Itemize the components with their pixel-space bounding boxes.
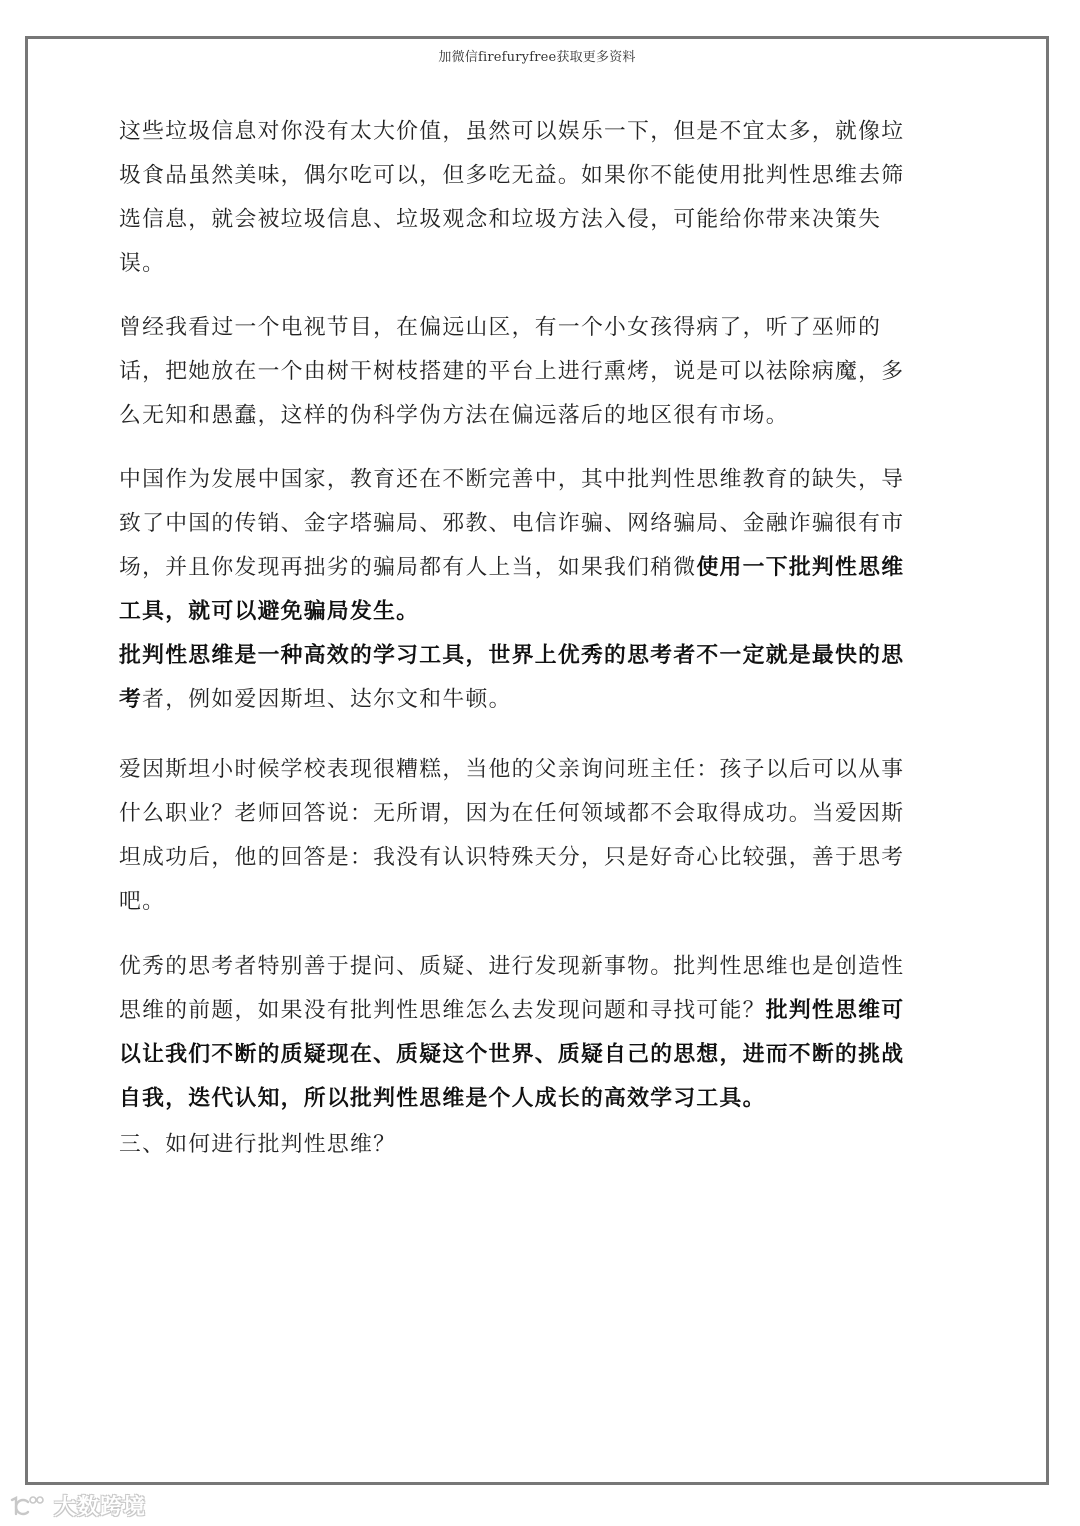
paragraph-2-line-3 [119, 401, 789, 431]
paragraph-3-line-3 [119, 553, 904, 583]
paragraph-1-line-4 [119, 249, 165, 279]
paragraph-3-line-2 [119, 509, 904, 539]
text-segment: 这些垃圾信息对你没有太大价值，虽然可以娱乐一下，但是不宜太多，就像垃 [119, 119, 905, 144]
bold-text-segment: 使用一下批判性思维 [696, 555, 905, 580]
paragraph-3-line-5 [119, 641, 904, 671]
paragraph-2-line-2 [119, 357, 904, 387]
paragraph-5-line-3 [119, 1040, 904, 1070]
text-segment: 优秀的思考者特别善于提问、质疑、进行发现新事物。批判性思维也是创造性 [119, 954, 905, 979]
text-segment: 什么职业？老师回答说：无所谓，因为在任何领域都不会取得成功。当爱因斯 [119, 801, 905, 826]
watermark [8, 1490, 146, 1521]
text-segment: 爱因斯坦小时候学校表现很糟糕，当他的父亲询问班主任：孩子以后可以从事 [119, 757, 905, 782]
header-note: 加微信firefuryfree获取更多资料 [438, 50, 636, 65]
text-segment: 误。 [119, 251, 166, 276]
text-segment: 致了中国的传销、金字塔骗局、邪教、电信诈骗、网络骗局、金融诈骗很有市 [119, 511, 905, 536]
watermark-brand: 大数跨境 [54, 1495, 147, 1520]
paragraph-4-line-4 [119, 887, 165, 917]
paragraph-1-line-2 [119, 161, 904, 191]
paragraph-1-line-1 [119, 117, 904, 147]
paragraph-2-line-1 [119, 313, 881, 343]
paragraph-3-line-1 [119, 465, 904, 495]
paragraph-3-line-4 [119, 597, 419, 627]
bold-text-segment: 批判性思维可 [765, 998, 905, 1023]
text-segment: 思维的前题，如果没有批判性思维怎么去发现问题和寻找可能？ [119, 998, 766, 1023]
text-segment: 者，例如爱因斯坦、达尔文和牛顿。 [142, 687, 512, 712]
text-segment: 中国作为发展中国家，教育还在不断完善中，其中批判性思维教育的缺失，导 [119, 467, 905, 492]
bold-text-segment: 工具，就可以避免骗局发生。 [119, 599, 420, 624]
brand-logo-icon [8, 1494, 48, 1518]
paragraph-4-line-2 [119, 799, 904, 829]
paragraph-1-line-3 [119, 205, 881, 235]
text-segment: 话，把她放在一个由树干树枝搭建的平台上进行熏烤，说是可以祛除病魔，多 [119, 359, 905, 384]
page-frame [25, 36, 1049, 1485]
bold-text-segment: 自我，迭代认知，所以批判性思维是个人成长的高效学习工具。 [119, 1086, 766, 1111]
bold-text-segment: 考 [119, 687, 143, 712]
text-segment: 圾食品虽然美味，偶尔吃可以，但多吃无益。如果你不能使用批判性思维去筛 [119, 163, 905, 188]
section-heading: 三、如何进行批判性思维？ [119, 1132, 397, 1157]
text-segment: 曾经我看过一个电视节目，在偏远山区，有一个小女孩得病了，听了巫师的 [119, 315, 882, 340]
text-segment: 吧。 [119, 889, 166, 914]
paragraph-4-line-1 [119, 755, 904, 785]
bold-text-segment: 批判性思维是一种高效的学习工具，世界上优秀的思考者不一定就是最快的思 [119, 643, 905, 668]
text-segment: 场，并且你发现再拙劣的骗局都有人上当，如果我们稍微 [119, 555, 697, 580]
text-segment: 么无知和愚蠢，这样的伪科学伪方法在偏远落后的地区很有市场。 [119, 403, 789, 428]
paragraph-3-line-6 [119, 685, 512, 715]
paragraph-5-line-2 [119, 996, 904, 1026]
bold-text-segment: 以让我们不断的质疑现在、质疑这个世界、质疑自己的思想，进而不断的挑战 [119, 1042, 905, 1067]
paragraph-5-line-4 [119, 1084, 766, 1114]
text-segment: 选信息，就会被垃圾信息、垃圾观念和垃圾方法入侵，可能给你带来决策失 [119, 207, 882, 232]
paragraph-4-line-3 [119, 843, 904, 873]
text-segment: 坦成功后，他的回答是：我没有认识特殊天分，只是好奇心比较强，善于思考 [119, 845, 905, 870]
paragraph-5-line-1 [119, 952, 904, 982]
